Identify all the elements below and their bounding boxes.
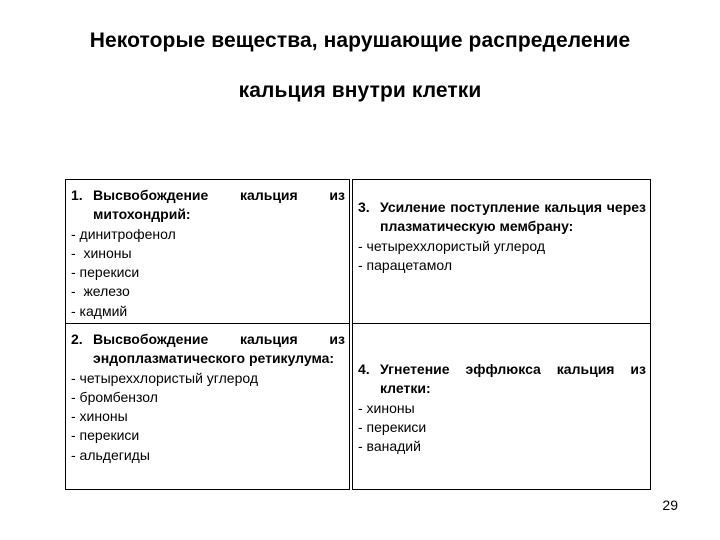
list-item: - железо: [71, 283, 130, 300]
list-item: - бромбензол: [71, 388, 158, 405]
cell-heading: [358, 360, 646, 399]
substances-table: [65, 179, 653, 491]
cell-heading: [71, 186, 345, 225]
list-item: - хиноны: [358, 399, 415, 416]
cell-number: 4.: [358, 361, 370, 377]
list-item: - перекиси: [358, 418, 427, 435]
slide-title-line-2: кальция внутри клетки: [238, 79, 482, 102]
list-item: - динитрофенол: [71, 225, 176, 242]
list-item: - четыреххлористый углерод: [358, 237, 545, 254]
cell-mitochondria: [65, 179, 350, 324]
cell-heading-text: Высвобождение кальция из митохондрий:: [93, 187, 345, 223]
cell-efflux-inhibition: [352, 323, 651, 490]
page-number: 29: [662, 497, 678, 513]
cell-number: 1.: [71, 187, 83, 203]
list-item: - перекиси: [71, 427, 140, 444]
list-item: - хиноны: [71, 244, 132, 261]
cell-heading-text: Угнетение эффлюкса кальция из клетки:: [380, 361, 646, 397]
list-item: - кадмий: [71, 302, 128, 319]
list-item: - ванадий: [358, 438, 421, 455]
cell-heading: [71, 330, 345, 369]
cell-plasma-membrane: [352, 179, 651, 324]
cell-number: 3.: [358, 199, 370, 215]
cell-endoplasmic-reticulum: [65, 323, 350, 490]
cell-heading: [358, 198, 646, 237]
cell-heading-text: Усиление поступление кальция через плазматическую мембрану:: [380, 199, 646, 235]
list-item: - хиноны: [71, 408, 128, 425]
list-item: - альдегиды: [71, 446, 150, 463]
list-item: - перекиси: [71, 264, 140, 281]
list-item: - четыреххлористый углерод: [71, 369, 258, 386]
slide-title-line-1: Некоторые вещества, нарушающие распределение: [89, 29, 631, 52]
cell-number: 2.: [71, 331, 83, 347]
list-item: - парацетамол: [358, 256, 452, 273]
cell-heading-text: Высвобождение кальция из эндоплазматического ретикулума:: [93, 331, 345, 367]
